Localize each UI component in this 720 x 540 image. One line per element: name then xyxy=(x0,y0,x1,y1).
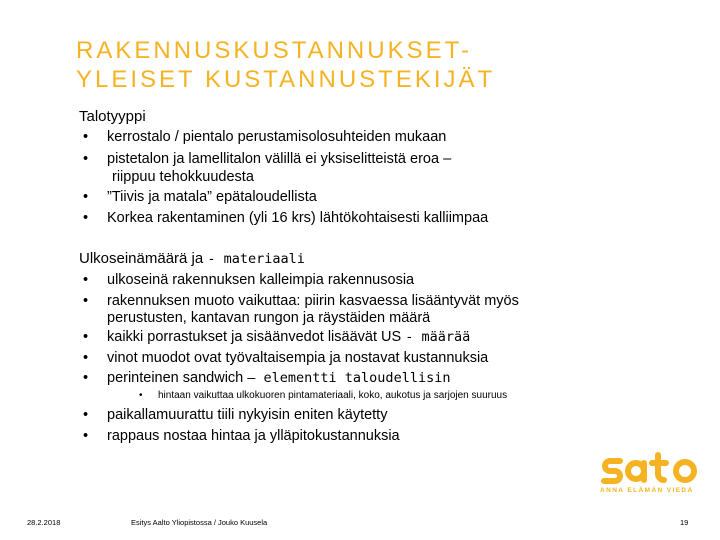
bullet-icon: • xyxy=(83,189,89,205)
bullet-icon: • xyxy=(83,272,89,288)
footer-date: 28.2.2018 xyxy=(27,518,61,527)
bullet-icon: • xyxy=(83,350,89,366)
slide-title xyxy=(76,36,495,94)
page-number: 19 xyxy=(680,518,689,527)
bullet-icon: • xyxy=(83,129,89,145)
bullet-icon: • xyxy=(83,210,89,226)
bullet-icon: • xyxy=(83,293,89,309)
bullet-icon: • xyxy=(83,407,89,423)
bullet-icon: • xyxy=(83,329,89,345)
logo-tagline: ANNA ELÄMÄN VIEDÄ xyxy=(600,487,694,494)
bullet-icon: • xyxy=(139,390,143,401)
title-line-2: YLEISET KUSTANNUSTEKIJÄT xyxy=(76,66,496,93)
section-heading-talotyyppi: Talotyyppi xyxy=(79,108,146,125)
bullet-icon: • xyxy=(83,151,89,167)
bullet-icon: • xyxy=(83,370,89,386)
footer-presenter: Esitys Aalto Yliopistossa / Jouko Kuusela xyxy=(131,518,268,527)
title-line-1: RAKENNUSKUSTANNUKSET- xyxy=(76,37,472,64)
bullet-icon: • xyxy=(83,428,89,444)
section-heading-ulkoseina: Ulkoseinämäärä ja - materiaali xyxy=(79,250,305,267)
